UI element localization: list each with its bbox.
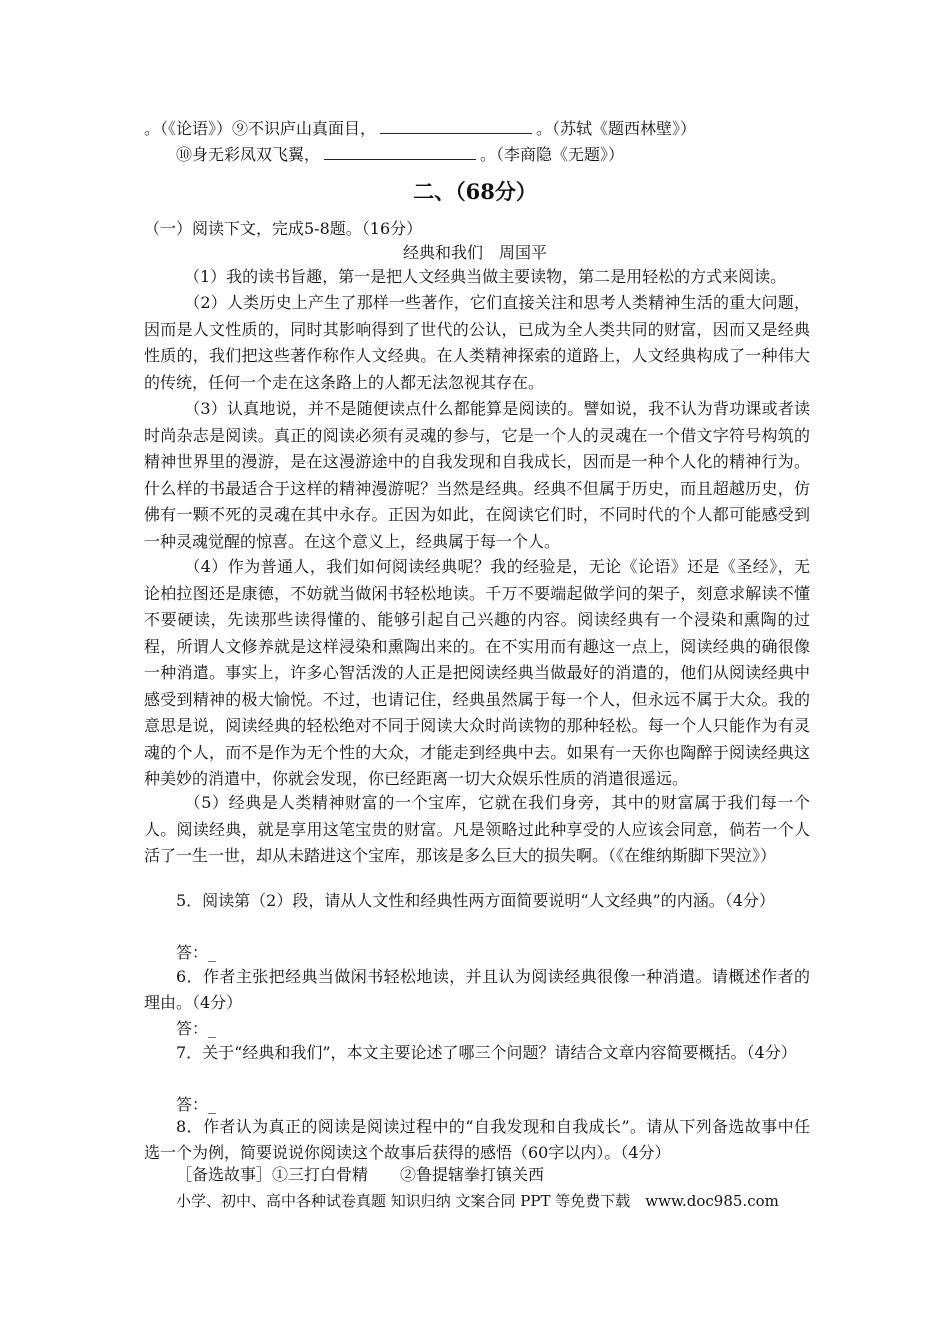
line-source: 。（李商隐《无题》）	[480, 145, 625, 164]
question-6: 6．作者主张把经典当做闲书轻松地读，并且认为阅读经典很像一种消遣。请概述作者的理由。（4分）	[144, 967, 810, 1012]
poem-line-10	[176, 144, 624, 166]
paragraph-4: （4）作为普通人，我们如何阅读经典呢？我的经验是，无论《论语》还是《圣经》，无论柏拉图还是康德，不妨就当做闲书轻松地读。千万不要端起做学问的架子，刻意求解读不懂不要硬读，先读那些读得懂的、能够引起自己兴趣的内容。阅读经典有一个浸染和熏陶的过程，所谓人文修养就是这样浸染和熏陶出来的。在不实用而有趣这一点上，阅读经典的确很像一种消遣。事实上，许多心智活泼的人正是把阅读经典当做最好的消遣的，他们从阅读经典中感受到精神的极大愉悦。不过，也请记住，经典虽然属于每一个人，但永远不属于大众。我的意思是说，阅读经典的轻松绝对不同于阅读大众时尚读物的那种轻松。每一个人只能作为有灵魂的个人，而不是作为无个性的大众，才能走到经典中去。如果有一天你也陶醉于阅读经典这种美妙的消遣中，你就会发现，你已经距离一切大众娱乐性质的消遣很遥远。	[144, 557, 810, 788]
fill-blank[interactable]	[380, 119, 532, 134]
paragraph-5: （5）经典是人类精神财富的一个宝库，它就在我们身旁，其中的财富属于我们每一个人。阅读经典，就是享用这笔宝贵的财富。凡是领略过此种享受的人应该会同意，倘若一个人活了一生一世，却从未踏进这个宝库，那该是多么巨大的损失啊。（《在维纳斯脚下哭泣》）	[144, 793, 810, 865]
fill-blank[interactable]	[324, 145, 476, 160]
question-7: 7．关于“经典和我们”，本文主要论述了哪三个问题？请结合文章内容简要概括。（4分）	[176, 1043, 797, 1062]
section-heading: 二、（68分）	[413, 179, 537, 204]
story-options: ［备选故事］①三打白骨精 ②鲁提辖拳打镇关西	[176, 1165, 545, 1184]
line-text: 。（《论语》）⑨不识庐山真面目，	[144, 119, 377, 138]
article-title: 经典和我们 周国平	[402, 243, 547, 262]
poem-line-9	[144, 118, 696, 140]
line-source: 。（苏轼《题西林壁》）	[536, 119, 697, 138]
answer-7[interactable]: 答：_	[176, 1095, 217, 1114]
question-8: 8．作者认为真正的阅读是阅读过程中的“自我发现和自我成长”。请从下列备选故事中任选一个为例，简要说说你阅读这个故事后获得的感悟（60字以内）。（4分）	[144, 1117, 810, 1162]
paragraph-3: （3）认真地说，并不是随便读点什么都能算是阅读的。譬如说，我不认为背功课或者读时尚杂志是阅读。真正的阅读必须有灵魂的参与，它是一个人的灵魂在一个借文字符号构筑的精神世界里的漫游，是在这漫游途中的自我发现和自我成长，因而是一种个人化的精神行为。什么样的书最适合于这样的精神漫游呢？当然是经典。经典不但属于历史，而且超越历史，仿佛有一颗不死的灵魂在其中永存。正因为如此，在阅读它们时，不同时代的个人都可能感受到一种灵魂觉醒的惊喜。在这个意义上，经典属于每一个人。	[144, 399, 810, 551]
answer-6[interactable]: 答：_	[176, 1019, 217, 1038]
subsection-instruction: （一）阅读下文，完成5-8题。（16分）	[144, 219, 423, 238]
paragraph-1: （1）我的读书旨趣，第一是把人文经典当做主要读物，第二是用轻松的方式来阅读。	[184, 267, 787, 286]
footer-ad: 小学、初中、高中各种试卷真题 知识归纳 文案合同 PPT 等免费下载 www.doc985.com	[176, 1192, 779, 1210]
answer-5[interactable]: 答：_	[176, 943, 217, 962]
line-text: ⑩身无彩凤双飞翼，	[176, 145, 321, 164]
paragraph-2: （2）人类历史上产生了那样一些著作，它们直接关注和思考人类精神生活的重大问题，因而是人文性质的，同时其影响得到了世代的公认，已成为全人类共同的财富，因而又是经典性质的，我们把这些著作称作人文经典。在人类精神探索的道路上，人文经典构成了一种伟大的传统，任何一个走在这条路上的人都无法忽视其存在。	[144, 293, 810, 392]
question-5: 5．阅读第（2）段，请从人文性和经典性两方面简要说明“人文经典”的内涵。（4分）	[176, 891, 775, 910]
